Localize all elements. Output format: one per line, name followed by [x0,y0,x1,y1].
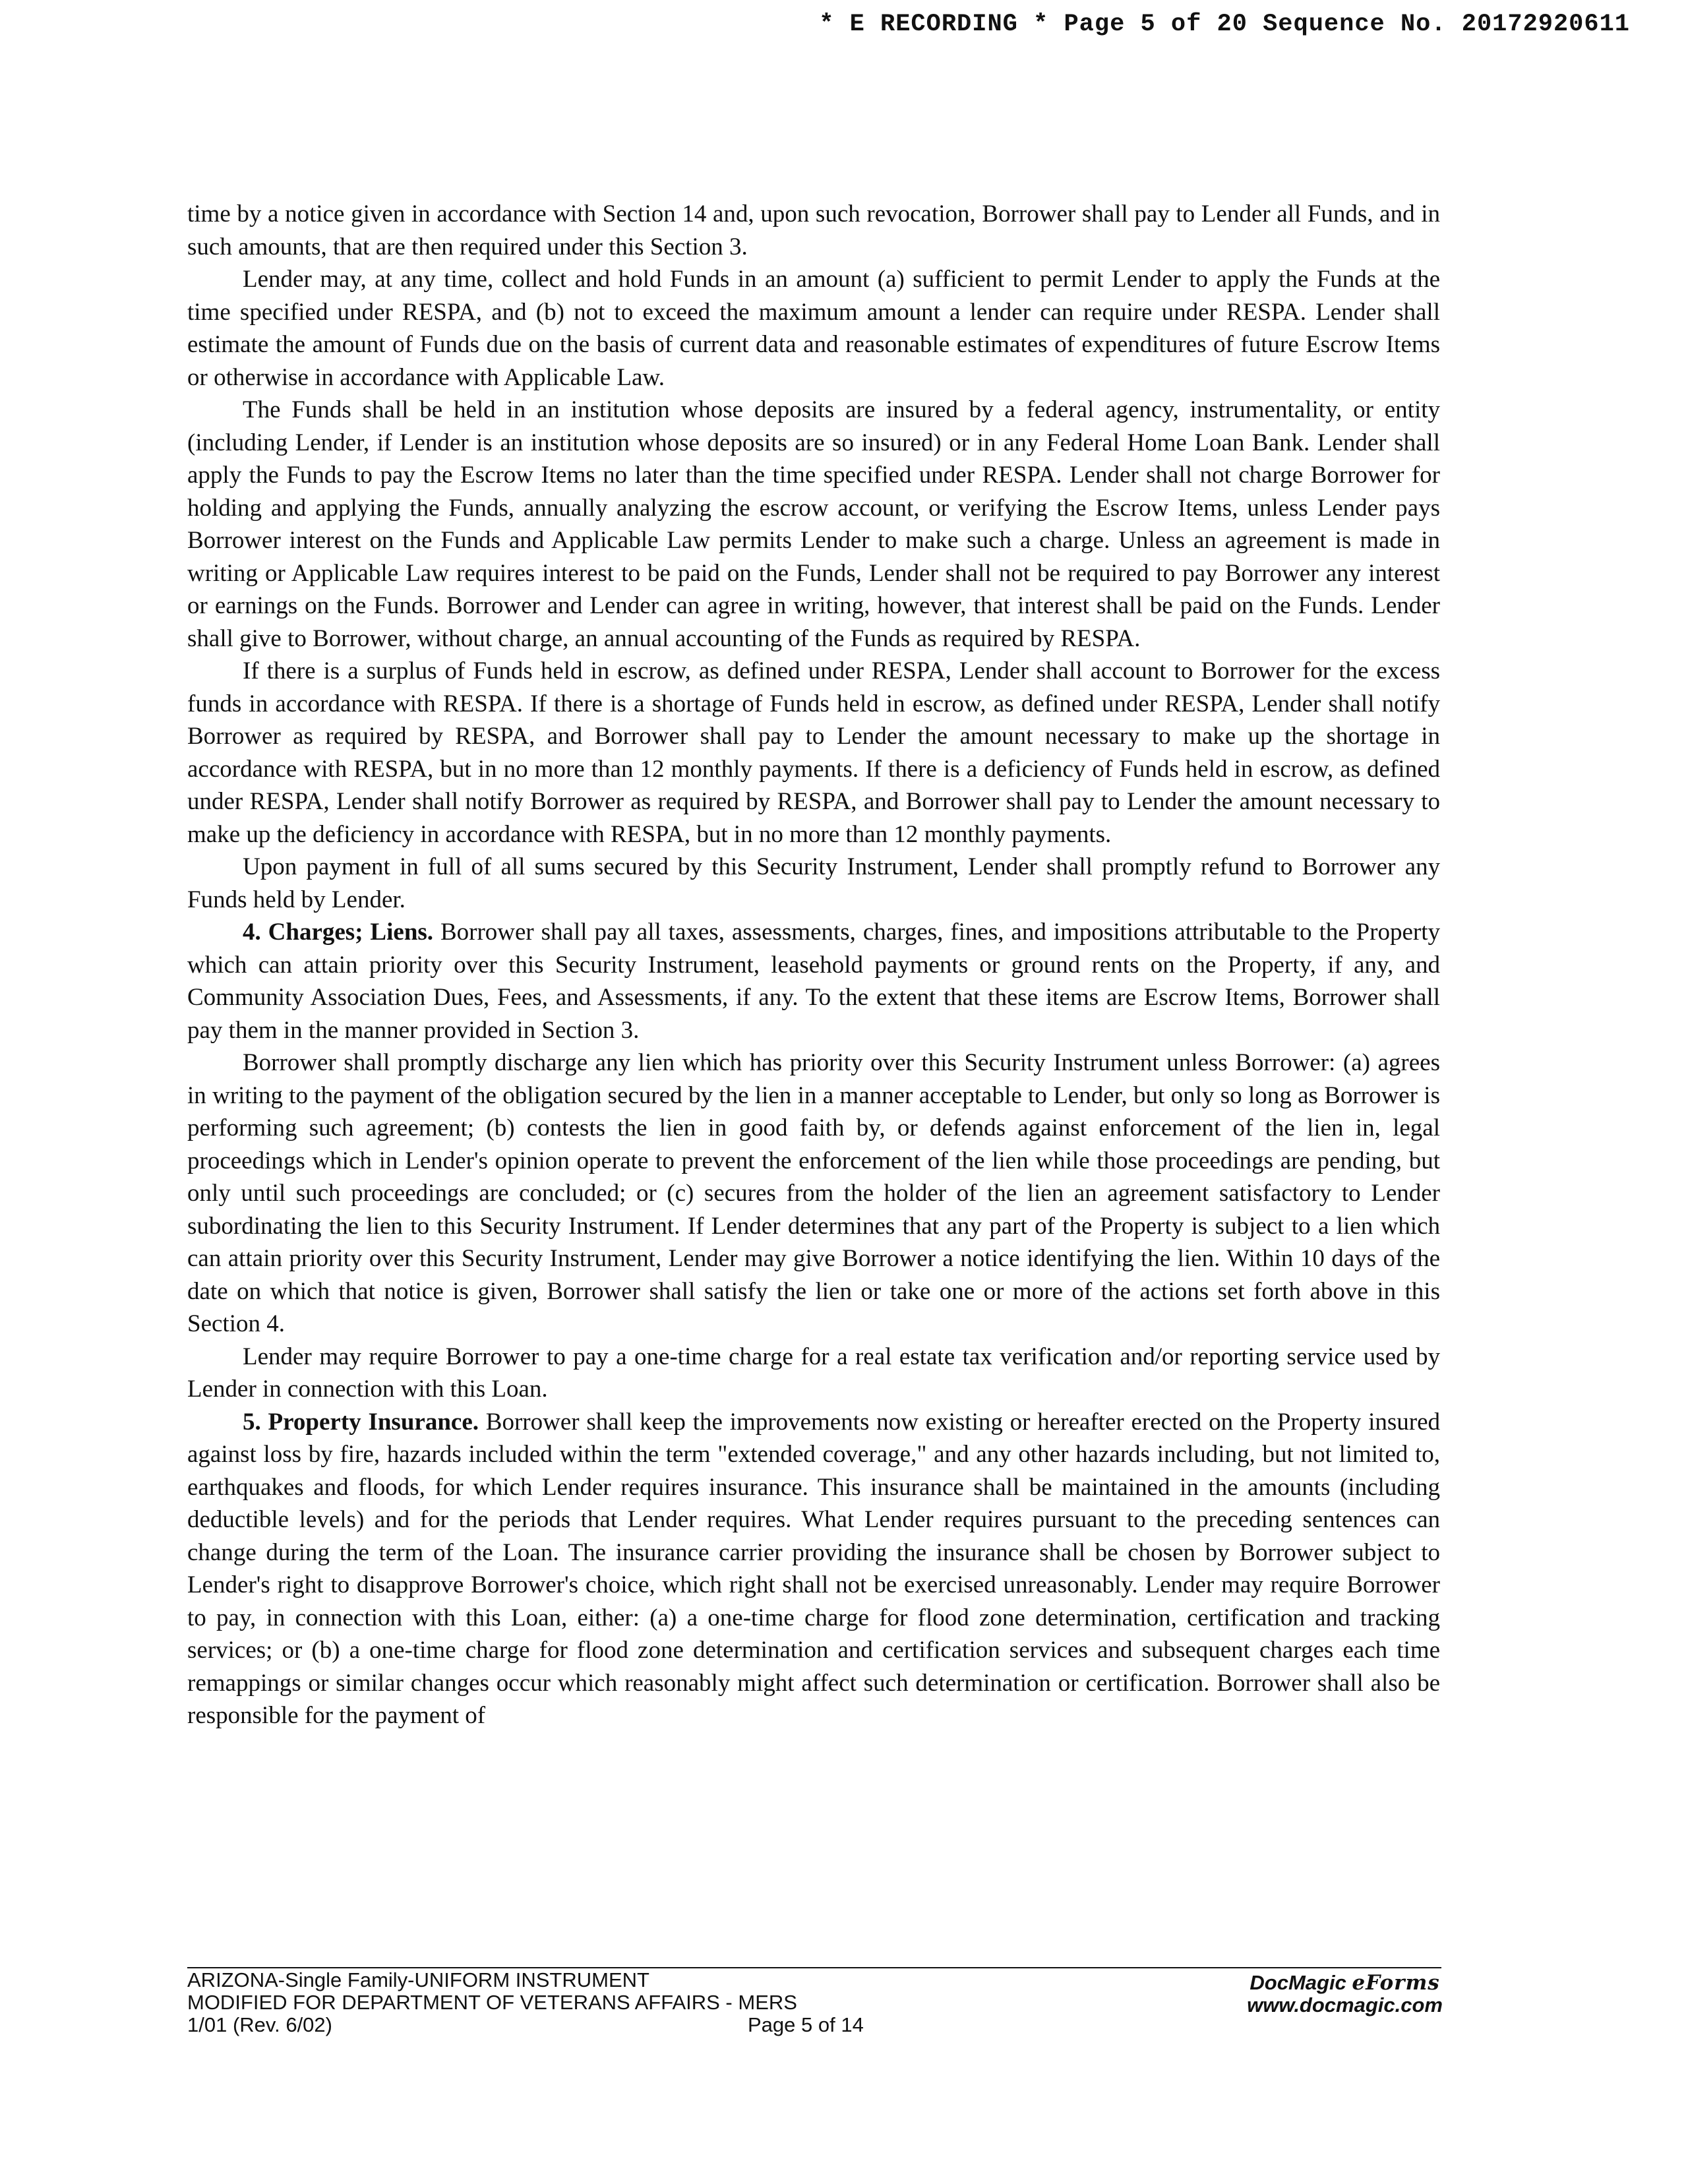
footer-form-info [187,1969,913,2036]
brand-logo [1247,1972,1443,1994]
form-revision: 1/01 (Rev. 6/02) [187,2013,332,2036]
section-5-heading: 5. Property Insurance. [243,1408,479,1436]
paragraph-tax-verification: Lender may require Borrower to pay a one-time charge for a real estate tax verification and/or reporting service used by Lender in connection with this Loan. [187,1343,1440,1403]
brand-url: www.docmagic.com [1247,1993,1443,2017]
paragraph-continuation: time by a notice given in accordance with Section 14 and, upon such revocation, Borrower shall pay to Lender all Funds, and in such amounts, that are then required under this Section 3. [187,200,1440,260]
page-number: Page 5 of 14 [748,2013,864,2036]
section-5-property-insurance: 5. Property Insurance. Borrower shall keep the improvements now existing or hereafter erected on the Property insured against loss by fire, hazards included within the term "extended coverage," and any other hazards including, but not limited to, earthquakes and floods, for which Lender requires insurance. This insurance shall be maintained in the amounts (including deductible levels) and for the periods that Lender requires. What Lender requires pursuant to the preceding sentences can change during the term of the Loan. The insurance carrier providing the insurance shall be chosen by Borrower subject to Lender's right to disapprove Borrower's choice, which right shall not be exercised unreasonably. Lender may require Borrower to pay, in connection with this Loan, either: (a) a one-time charge for flood zone determination, certification and tracking services; or (b) a one-time charge for flood zone determination and certification services and subsequent charges each time remappings or similar changes occur which reasonably might affect such determination or certification. Borrower shall also be responsible for the payment of [187,1408,1440,1729]
paragraph-refund: Upon payment in full of all sums secured by this Security Instrument, Lender shall promptly refund to Borrower any Funds held by Lender. [187,853,1440,913]
paragraph-discharge-lien: Borrower shall promptly discharge any lien which has priority over this Security Instrument unless Borrower: (a) agrees in writing to the payment of the obligation secured by the lien in a manner acceptable to Lender, but only so long as Borrower is performing such agreement; (b) contests the lien in good faith by, or defends against enforcement of the lien in, legal proceedings which in Lender's opinion operate to prevent the enforcement of the lien while those proceedings are pending, but only until such proceedings are concluded; or (c) secures from the holder of the lien an agreement satisfactory to Lender subordinating the lien to this Security Instrument. If Lender determines that any part of the Property is subject to a lien which can attain priority over this Security Instrument, Lender may give Borrower a notice identifying the lien. Within 10 days of the date on which that notice is given, Borrower shall satisfy the lien or take one or more of the actions set forth above in this Section 4. [187,1049,1440,1337]
document-body [187,198,1440,1732]
form-revision-row [187,2014,913,2036]
section-4-charges-liens: 4. Charges; Liens. Borrower shall pay all taxes, assessments, charges, fines, and impositions attributable to the Property which can attain priority over this Security Instrument, leasehold payments or ground rents on the Property, if any, and Community Association Dues, Fees, and Assessments, if any. To the extent that these items are Escrow Items, Borrower shall pay them in the manner provided in Section 3. [187,919,1440,1044]
section-4-heading: 4. Charges; Liens. [243,919,434,946]
brand-name: DocMagic [1250,1971,1346,1994]
form-title-line2: MODIFIED FOR DEPARTMENT OF VETERANS AFFAIRS - MERS [187,1991,797,2014]
recording-stamp: * E RECORDING * Page 5 of 20 Sequence No. 20172920611 [819,11,1630,38]
footer-brand [1247,1972,1443,2017]
eforms-logo-icon: eForms [1352,1971,1440,1995]
paragraph-escrow-collection: Lender may, at any time, collect and hold Funds in an amount (a) sufficient to permit Lender to apply the Funds at the time specified under RESPA, and (b) not to exceed the maximum amount a lender can require under RESPA. Lender shall estimate the amount of Funds due on the basis of current data and reasonable estimates of expenditures of future Escrow Items or otherwise in accordance with Applicable Law. [187,266,1440,391]
paragraph-funds-held: The Funds shall be held in an institution whose deposits are insured by a federal agency, instrumentality, or entity (including Lender, if Lender is an institution whose deposits are so insured) or in any Federal Home Loan Bank. Lender shall apply the Funds to pay the Escrow Items no later than the time specified under RESPA. Lender shall not charge Borrower for holding and applying the Funds, annually analyzing the escrow account, or verifying the Escrow Items, unless Lender pays Borrower interest on the Funds and Applicable Law permits Lender to make such a charge. Unless an agreement is made in writing or Applicable Law requires interest to be paid on the Funds, Lender shall not be required to pay Borrower any interest or earnings on the Funds. Borrower and Lender can agree in writing, however, that interest shall be paid on the Funds. Lender shall give to Borrower, without charge, an annual accounting of the Funds as required by RESPA. [187,396,1440,652]
form-title-line1: ARIZONA-Single Family-UNIFORM INSTRUMENT [187,1968,649,1991]
paragraph-surplus-shortage: If there is a surplus of Funds held in escrow, as defined under RESPA, Lender shall account to Borrower for the excess funds in accordance with RESPA. If there is a shortage of Funds held in escrow, as defined under RESPA, Lender shall notify Borrower as required by RESPA, and Borrower shall pay to Lender the amount necessary to make up the shortage in accordance with RESPA, but in no more than 12 monthly payments. If there is a deficiency of Funds held in escrow, as defined under RESPA, Lender shall notify Borrower as required by RESPA, and Borrower shall pay to Lender the amount necessary to make up the deficiency in accordance with RESPA, but in no more than 12 monthly payments. [187,657,1440,848]
